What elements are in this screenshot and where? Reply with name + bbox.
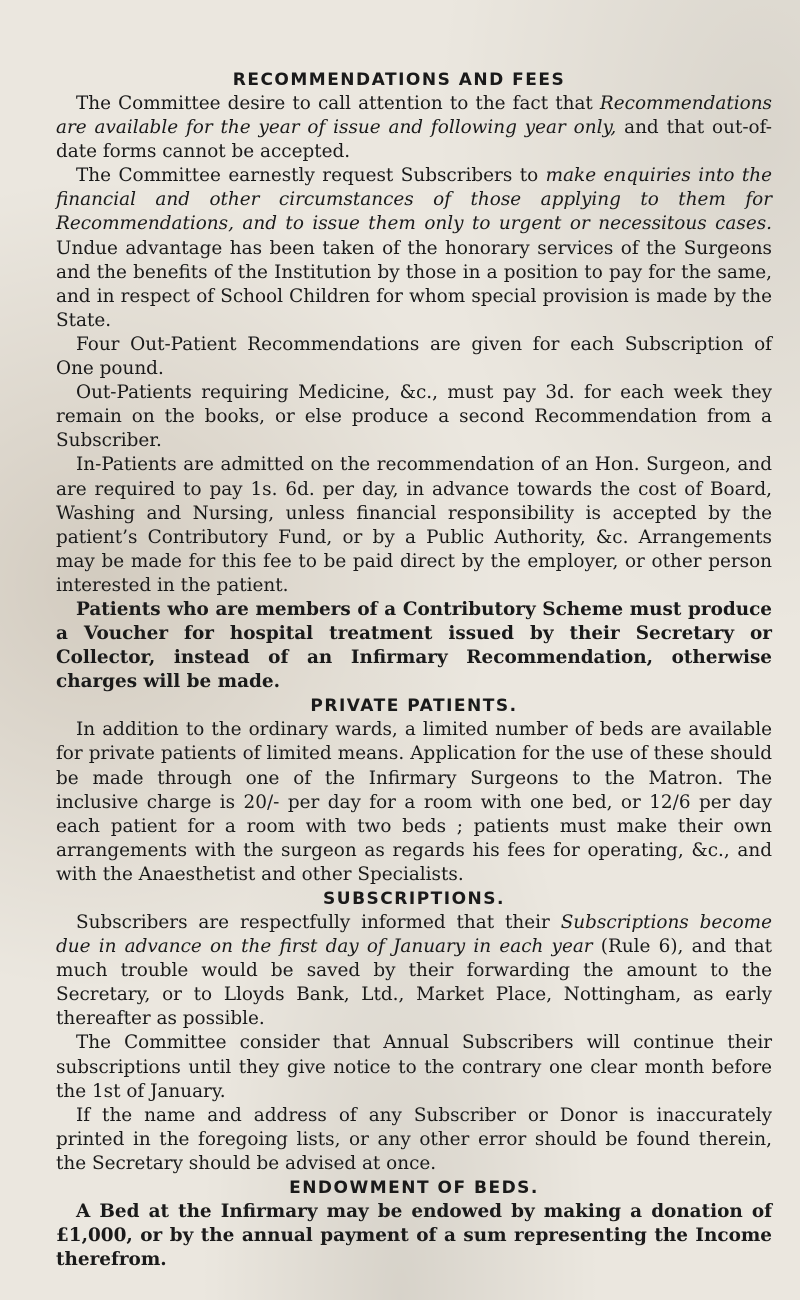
paragraph-out-patient-recommendations: Four Out-Patient Recommendations are given for each Subscription of One pound.: [56, 333, 772, 380]
heading-endowment-of-beds: ENDOWMENT OF BEDS.: [289, 1178, 539, 1199]
paragraph-in-patients: In-Patients are admitted on the recommendation of an Hon. Surgeon, and are required to pay 1s. 6d. per day, in advance towards the cost of Board, Washing and Nursing, unless financial responsibility is accepted by the patient’s Contributory Fund, or by a Public Authority, &c. Arrangements may be made for this fee to be paid direct by the employer, or other person interested in the patient.: [56, 454, 772, 596]
paragraph-out-patient-medicine: Out-Patients requiring Medicine, &c., must pay 3d. for each week they remain on the books, or else produce a second Recommendation from a Subscriber.: [56, 382, 772, 452]
heading-private-patients: PRIVATE PATIENTS.: [310, 696, 518, 717]
paragraph-recommendations-validity: The Committee desire to call attention to the fact that Recommendations are available for the year of issue and following year only, and that out-of-date forms cannot be accepted.: [56, 93, 772, 163]
paragraph-enquiries-request: The Committee earnestly request Subscribers to make enquiries into the financial and other circumstances of those applying to them for Recommendations, and to issue them only to urgent or necessitous cases. Undue advantage has been taken of the honorary services of the Surgeons and the benefits of the Institution by those in a position to pay for the same, and in respect of School Children for whom special provision is made by the State.: [56, 165, 772, 331]
heading-recommendations-and-fees: RECOMMENDATIONS AND FEES: [232, 70, 566, 90]
paragraph-private-patients: In addition to the ordinary wards, a limited number of beds are available for private patients of limited means. Application for the use of these should be made through one of the Infirmary Surgeons to the Matron. The inclusive charge is 20/- per day for a room with one bed, or 12/6 per day each patient for a room with two beds ; patients must make their own arrangements with the surgeon as regards his fees for operating, &c., and with the Anaesthetist and other Specialists.: [56, 719, 772, 885]
heading-subscriptions: SUBSCRIPTIONS.: [323, 889, 505, 909]
paragraph-bed-endowment: A Bed at the Infirmary may be endowed by making a donation of £1,000, or by the annual payment of a sum representing the Income therefrom.: [56, 1201, 772, 1271]
paragraph-annual-subscribers: The Committee consider that Annual Subscribers will continue their subscriptions until they give notice to the contrary one clear month before the 1st of January.: [56, 1032, 772, 1102]
paragraph-printing-errors: If the name and address of any Subscriber or Donor is inaccurately printed in the foregoing lists, or any other error should be found therein, the Secretary should be advised at once.: [56, 1104, 772, 1174]
paragraph-contributory-scheme: Patients who are members of a Contributory Scheme must produce a Voucher for hospital treatment issued by their Secretary or Collector, instead of an Infirmary Recommendation, otherwise charges will be made.: [56, 598, 772, 693]
paragraph-subscriptions-due: Subscribers are respectfully informed that their Subscriptions become due in advance on the first day of January in each year (Rule 6), and that much trouble would be saved by their forwarding the amount to the Secretary, or to Lloyds Bank, Ltd., Market Place, Nottingham, as early thereafter as possible.: [56, 912, 772, 1030]
